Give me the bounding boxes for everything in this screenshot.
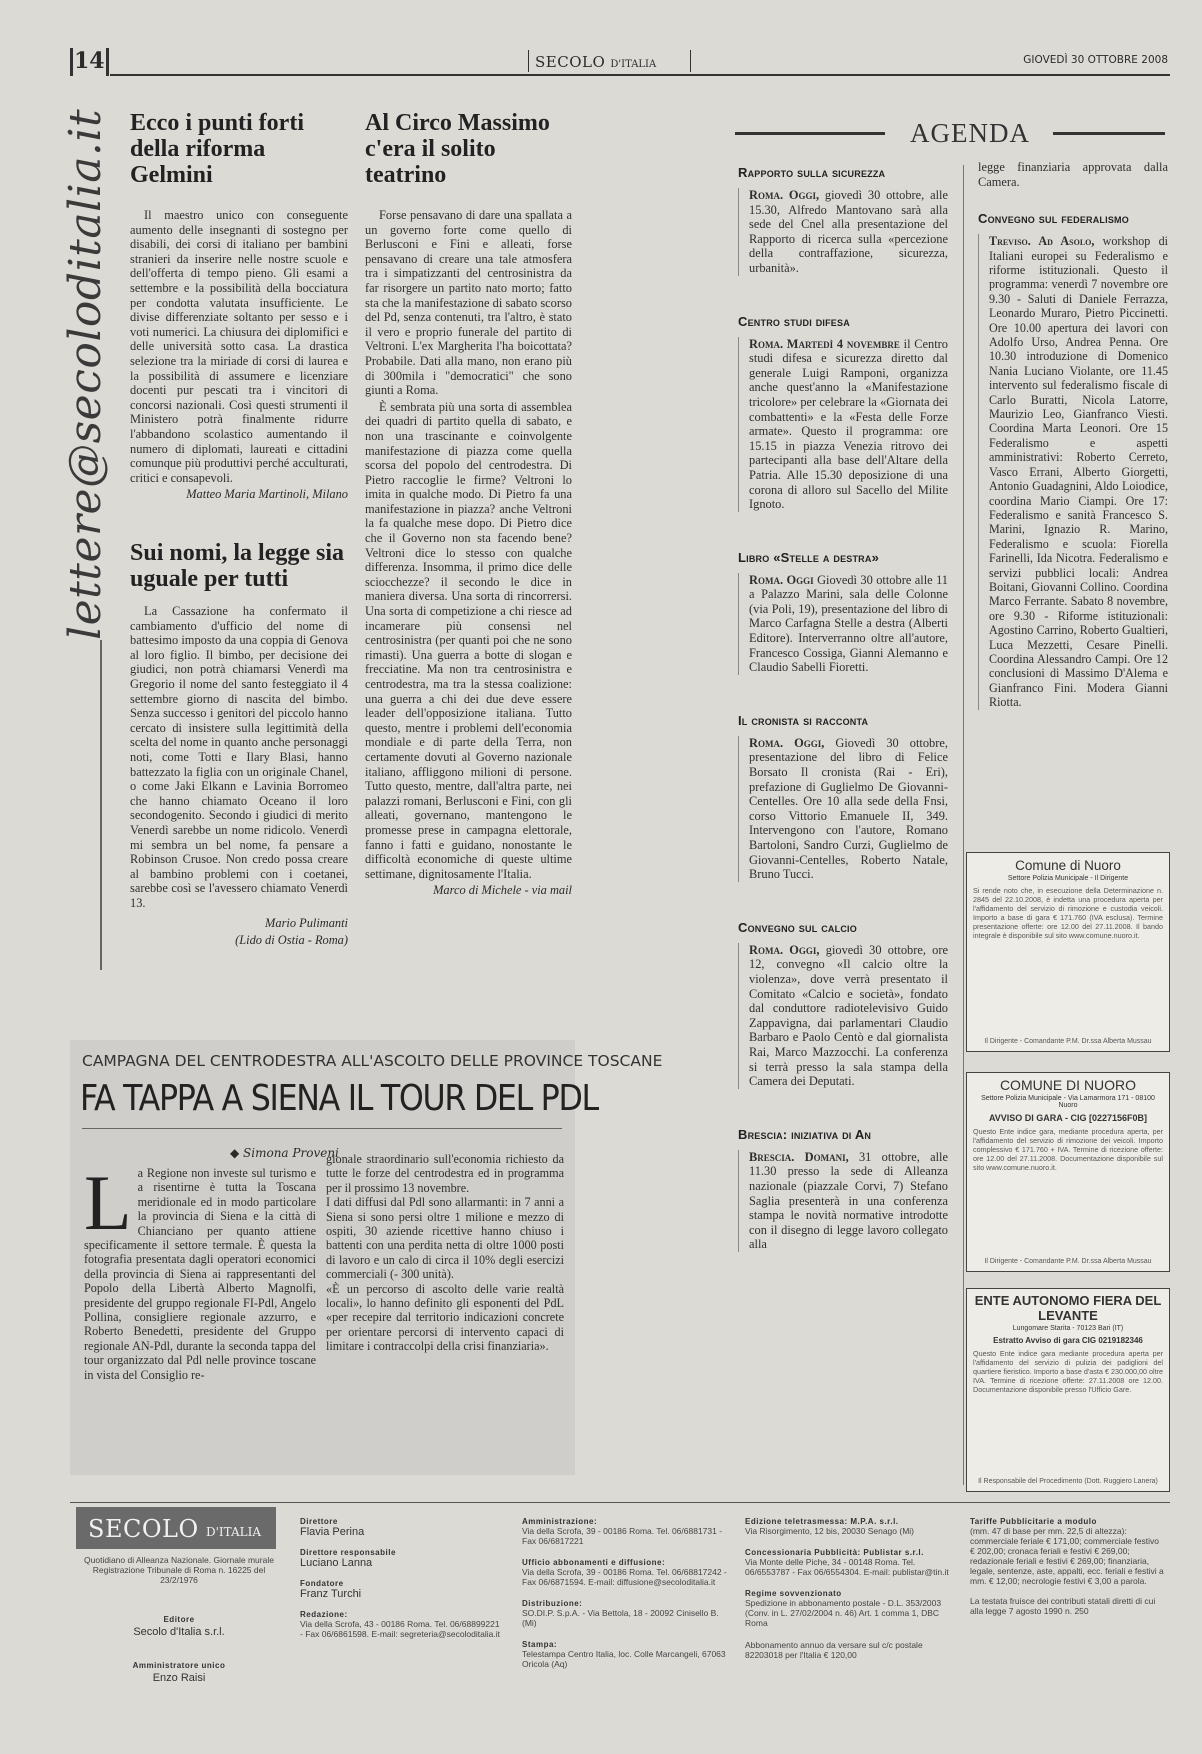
letter-title: Sui nomi, la legge sia uguale per tutti [130, 540, 345, 592]
feature-col-1 [84, 1159, 316, 1382]
footer-masthead [70, 1505, 1170, 1715]
agenda-item-lead: Treviso. Ad Asolo, [989, 234, 1095, 249]
feature-box [70, 1040, 663, 1475]
admin-label: Amministratore unico [132, 1661, 226, 1670]
footer-desc: Quotidiano di Alleanza Nazionale. Giornale murale Registrazione Tribunale di Roma n. 16225 del 23/2/1976 [84, 1555, 274, 1585]
footer-col-edition: Edizione teletrasmessa: M.P.A. s.r.l. Via Risorgimento, 12 bis, 20030 Senago (Mi) Concessionaria Pubblicità: Publistar s.r.l. Via Monte delle Piche, 34 - 00148 Roma. Tel. 06/6553787 - Fax 06/6554304. E-mail: publistar@tin.it Regime sovvenzionato Spedizione in abbonamento postale - D.L. 353/2003 (Conv. in L. 27/02/2004 n. 46) Art. 1 comma 1, DBC Roma Abbonamento annuo da versare sul c/c postale 82203018 per l'Italia € 120,00 [745, 1517, 949, 1660]
feature-text: gionale straordinario sull'economia richiesto da tutte le forze del centrodestra ed in programma per il prossimo 13 novembre. I dati diffusi dal Pdl sono allarmanti: in 7 anni a Siena si sono persi oltre 1 milione e mezzo di ospiti, 30 aziende ricettive hanno chiuso i battenti con una perdita netta di oltre 1000 posti di lavoro e un calo di circa il 10% degli esercizi commerciali (- 300 unità). «È un percorso di ascolto delle varie realtà locali», lo hanno definito gli esponenti del PdL «per recepire dal territorio indicazioni concrete per orientare percorsi di intervento capaci di limitare i contraccolpi della crisi finanziaria». [326, 1152, 564, 1354]
agenda-item-text: workshop di Italiani europei su Federalismo e riforme istituzionali. Questo il programma: venerdì 7 novembre ore 9.30 - Saluti di Daniele Ferrazza, Leonardo Muraro, Pietro Piccinetti. Ore 10.00 apertura dei lavori con Adolfo Urso, Andrea Penna. Ore 10.30 introduzione di Domenico Nania Luciano Violante, ore 11.45 intervento sul federalismo fiscale di Carlo Buratti, Nicola Latorre, Maurizio Leo, Gianfranco Viesti. Coordina Marta Leonori. Ore 15 Federalismo e aspetti amministrativi: Roberto Cerreto, Vasco Errani, Alberto Giorgetti, Antonio Guadagnini, Aldo Loiodice, coordina Mario Ciampi. Ore 17: Federalismo e sanità Francesco S. Marini, Ignazio R. Marino, Federalismo e scuola: Fiorella Farinelli, Ida Nicotra. Federalismo e servizi pubblici locali: Andrea Boitani, Giovanni Collino. Coordina Marco Ferrante. Sabato 8 novembre, ore 9.30 - Riforme istituzionali: Agostino Carrino, Roberto Gualtieri, Luca Mezzetti, Cesare Pinelli. Coordina Alessandro Campi. Ore 12 conclusioni di Massimo D'Alema e Gianfranco Fini. Modera Gianni Riotta. [989, 234, 1168, 710]
letter-body: Il maestro unico con conseguente aumento delle insegnanti di sostegno per disabili, dei corsi di italiano per bambini stranieri da inserire nelle nostre scuole e dell'offerta di tempo pieno. Gli esami a settembre e la possibilità della bocciatura per condotta valutata insufficiente. Le divise differenziate soltanto per sesso e i voti numerici. La chiusura dei diplomifici e delle università sotto casa. La drastica selezione tra la miriade di corsi di laurea e la possibilità di assumere e licenziare docenti pur pescati tra i vincitori di concorsi nazionali. Così questi strumenti il Ministero potrà finalmente ridurre l'abbandono scolastico aumentando il numero di diplomati, laureati e cittadini comunque più produttivi perché acculturati, critici e consapevoli. [130, 208, 348, 485]
header-masthead [535, 52, 656, 71]
ad-comune-nuoro-1 [966, 852, 1170, 1052]
footer-col-direction: Direttore Flavia Perina Direttore responsabile Luciano Lanna Fondatore Franz Turchi Redazione: Via della Scrofa, 43 - 00186 Roma. Tel. 06/68899221 - Fax 06/6861598. E-mail: segreteria@secoloditalia.it [300, 1517, 500, 1639]
agenda-item-lead: Roma. Oggi [749, 572, 814, 587]
ad-title: COMUNE DI NUORO [999, 1077, 1137, 1093]
letter-body: La Cassazione ha confermato il cambiamento d'ufficio del nome di battesimo imposto da una coppia di Genova al loro figlio. Il bimbo, per decisione dei giudici, non potrà chiamarsi Venerdì ma Gregorio il nome del santo festeggiato il 4 settembre giorno di nascita del bimbo. Senza successo i genitori del piccolo hanno cercato di insistere sulla legittimità della scelta del nome in quanto anche personaggi noti, come Totti e Ilary Blasi, hanno battezzato la figlia con un originale Chanel, o come Jaki Elkann e Lavinia Borromeo che hanno chiamato Oceano il loro secondogenito. Secondo i giudici di merito Venerdì sarebbe un nome ridicolo. Venerdì mi sembra un bel nome, fa pensare a Robinson Crusoe. Non credo possa creare al bambino problemi con i coetanei, sarebbe così se l'avessero chiamato Venerdì 13. [130, 604, 348, 910]
page-header [70, 48, 1170, 78]
ad-fiera-levante [966, 1288, 1170, 1492]
footer-col-admin: Amministrazione: Via della Scrofa, 39 - 00186 Roma. Tel. 06/6881731 - Fax 06/6817221 Ufficio abbonamenti e diffusione: Via della Scrofa, 39 - 00186 Roma. Tel. 06/68817242 - Fax 06/6871594. E-mail: diffusione@secoloditalia.it Distribuzione: SO.DI.P. S.p.A. - Via Bettola, 18 - 20092 Cinisello B. (Mi) Stampa: Telestampa Centro Italia, loc. Colle Marcangeli, 67063 Oricola (Aq) [522, 1517, 727, 1669]
agenda-item-title: Libro «Stelle a destra» [738, 549, 880, 565]
sidebar-divider [100, 640, 102, 970]
letter-title: Al Circo Massimo c'era il solito teatrino [365, 110, 550, 188]
ad-line: Estratto Avviso di gara CIG 0219182346 [993, 1336, 1143, 1345]
agenda-item-text: giovedì 30 ottobre, ore 12, convegno «Il calcio oltre la violenza», dove verrà presentato il Comitato «Calcio e società», fondato dal conduttore radiotelevisivo Guido Zappavigna, dai parlamentari Claudio Barbaro e Paolo Centò e dal giornalista Rai, Marco Mazzocchi. La conferenza si terrà presso la sala stampa della Camera dei Deputati. [749, 942, 948, 1089]
agenda-item-title: Convegno sul calcio [738, 919, 857, 935]
ad-comune-nuoro-2 [966, 1072, 1170, 1272]
ad-body: Si rende noto che, in esecuzione della Determinazione n. 2845 del 22.10.2008, è indetta una procedura aperta per l'affidamento del servizio di rimozione e custodia veicoli. Importo a base di gara € 171.760 (IVA esclusa). Termine presentazione offerte: ore 12.00 del 27.11.2008. Il bando integrale è disponibile sul sito www.comune.nuoro.it. [973, 886, 1163, 940]
agenda-item-title: Brescia: iniziativa di An [738, 1126, 872, 1142]
ad-body: Questo Ente indice gara mediante procedura aperta per l'affidamento del servizio di pulizia dei padiglioni del quartiere fieristico. Importo a base d'asta € 230.000,00 oltre IVA. Termine di ricezione offerte: 27.11.2008 ore 12.00. Documentazione disponibile presso l'Ufficio Gare. [973, 1349, 1163, 1394]
agenda-item [738, 550, 948, 675]
page-number: 14 [74, 48, 105, 74]
editor-value: Secolo d'Italia s.r.l. [133, 1626, 225, 1638]
feature-col-2 [326, 1152, 564, 1354]
agenda-col-2 [978, 160, 1168, 710]
agenda-item-lead: Roma. Oggi, [749, 188, 820, 202]
agenda-item-lead: Roma. Oggi, [749, 735, 825, 750]
editor-label: Editore [163, 1615, 195, 1624]
feature-kicker: CAMPAGNA DEL CENTRODESTRA ALL'ASCOLTO DELLE PROVINCE TOSCANE [82, 1052, 663, 1070]
agenda-item [738, 1127, 948, 1252]
letter-title: Ecco i punti forti della riforma Gelmini [130, 110, 304, 188]
masthead-suffix: D'ITALIA [610, 59, 657, 70]
agenda-item [738, 713, 948, 882]
agenda-title: AGENDA [910, 118, 1030, 148]
agenda-item [738, 920, 948, 1089]
ad-subtitle: Settore Polizia Municipale - Il Dirigente [1007, 875, 1129, 882]
letter-signature: Matteo Maria Martinoli, Milano [186, 487, 348, 502]
letter-signature: Mario Pulimanti [265, 916, 348, 931]
feature-byline: ◆ Simona Proveni [230, 1146, 339, 1160]
footer-logo: SECOLO D'ITALIA [76, 1507, 276, 1549]
ad-subtitle: Lungomare Starita - 70123 Bari (IT) [1012, 1325, 1124, 1332]
letter-signature: Marco di Michele - via mail [433, 883, 572, 898]
ad-body: Questo Ente indice gara, mediante procedura aperta, per l'affidamento del servizio di rimozione dei veicoli. Importo complessivo € 171.760 + IVA. Termine di ricezione offerte: ore 12.00 del 27.11.2008. Documentazione disponibile sul sito www.comune.nuoro.it. [973, 1127, 1163, 1172]
agenda-col-1 [738, 165, 948, 1252]
ad-footer: Il Dirigente - Comandante P.M. Dr.ssa Alberta Mussau [984, 1258, 1152, 1265]
masthead-name: SECOLO [535, 53, 606, 71]
letter-signature-place: (Lido di Ostia - Roma) [235, 933, 348, 948]
agenda-item-title: Rapporto sulla sicurezza [738, 165, 886, 180]
footer-rule [70, 1502, 1170, 1503]
ad-title: Comune di Nuoro [1015, 858, 1121, 873]
agenda-item-lead: Roma. Oggi, [749, 942, 820, 957]
agenda-item-text: il Centro studi difesa e sicurezza diretto dal generale Luigi Ramponi, organizza anche quest'anno la «Manifestazione tricolore» per celebrare la «Giornata dei combattenti» e la «Festa delle Forze armate». Questo il programma: ore 15.15 in piazza Venezia ritrovo dei partecipanti alla base dell'Altare della Patria. Alle 15.30 deposizione di una corona di alloro sul Sacello del Milite Ignoto. [749, 336, 948, 512]
agenda-item [738, 314, 948, 512]
ad-footer: Il Responsabile del Procedimento (Dott. Ruggiero Lanera) [978, 1478, 1158, 1485]
admin-value: Enzo Raisi [152, 1672, 206, 1684]
agenda-item [978, 234, 1168, 709]
ad-line: AVVISO DI GARA - CIG [0227156F0B] [988, 1113, 1148, 1123]
agenda-continued: legge finanziaria approvata dalla Camera. [978, 160, 1168, 189]
agenda-item-text: giovedì 30 ottobre, alle 15.30, Alfredo Mantovano sarà alla sede del Cnel alla presentazione del Rapporto di ricerca sulla «percezione della contraffazione, sicurezza, urbanità». [749, 188, 948, 275]
agenda-header [735, 118, 1165, 148]
footer-col-tariffe: Tariffe Pubblicitarie a modulo (mm. 47 di base per mm. 22,5 di altezza): commerciale feriale € 171,00; commerciale festivo € 202,00; cronaca feriali e festivi € 269,00; redazionale feriali e festivi € 269,00; finanziaria, legale, sentenze, aste, appalti, ecc. feriali e festivi a mm. € 12,00; necrologie festivi € 3,00 a parola. La testata fruisce dei contributi statali diretti di cui alla legge 7 agosto 1990 n. 250 [970, 1517, 1164, 1616]
letter-body: È sembrata più una sorta di assemblea dei quadri di partito quella di sabato, e non una trascinante e coinvolgente manifestazione di piazza come quella scorsa del popolo del centrodestra. Di Pietro raccoglie le firme? Veltroni lo imita in qualche modo. Di Pietro fa una manifestazione in piazza? anche Veltroni la fa qualche mese dopo. Di Pietro dice che il Governo non sta facendo bene? Veltroni dice lo stesso con qualche differenza. Insomma, il primo dice delle sciocchezze? il secondo le dice in maniera diversa. Una sorta di rincorrersi. Una sorta di competizione a chi riesce ad incamerare più consensi nel centrosinistra (per quanti poi che ne sono rimasti). Una guerra a botte di slogan e frecciatine. Ma non tra centrosinistra e centrodestra, ma tra la stessa coalizione: una guerra a chi dei due deve essere leader dell'opposizione italiana. Tutto questo, mentre i problemi dell'economia mondiale e di parte della Terra, non certamente dovuti al Governo nazionale italiano, affliggono milioni di persone. Tutto questo, mentre, dall'altra parte, nei palazzi romani, Berlusconi e Fini, con gli alleati, governano, mantengono le promesse prese in campagna elettorale, fanno i fatti e guidano, nonostante le difficoltà economiche di queste ultime settimane, dignitosamente l'Italia. [365, 399, 572, 881]
agenda-item-title: Centro studi difesa [738, 313, 850, 329]
letter-nomi [130, 540, 348, 948]
letters-email[interactable]: lettere@secoloditalia.it [60, 108, 111, 640]
feature-text: a Regione non investe sul turismo e a risentirne è tutta la Toscana meridionale ed in modo particolare la provincia di Siena e la città di Chianciano per quanto attiene specificamente il settore termale. È questa la fotografia presentata dagli operatori economici della provincia di Siena ai rappresentanti del Popolo della Libertà Alberto Magnolfi, presidente del gruppo regionale FI-Pdl, Angelo Pollina, consigliere regionale azzurro, e Roberto Benedetti, presidente del Gruppo regionale AN-Pdl, durante la seconda tappa del tour organizzato dal Pdl nelle province toscane in vista del Consiglio re- [84, 1166, 316, 1382]
agenda-item-title: Il cronista si racconta [738, 712, 869, 728]
agenda-item [738, 165, 948, 276]
agenda-item-lead: Roma. Martedì 4 novembre [749, 336, 900, 351]
agenda-item-title: Convegno sul federalismo [978, 211, 1129, 227]
header-date: GIOVEDÌ 30 OTTOBRE 2008 [1023, 54, 1168, 66]
feature-headline: FA TAPPA A SIENA IL TOUR DEL PDL [80, 1078, 598, 1119]
ad-title: ENTE AUTONOMO FIERA DEL LEVANTE [974, 1293, 1162, 1323]
agenda-item-text: Giovedì 30 ottobre alle 11 a Palazzo Marini, sala delle Colonne (via Poli, 19), presentazione del libro di Marco Carfagna Stelle a destra (Alberti Editore). Interverranno oltre all'autore, Francesco Cossiga, Gianni Alemanno e Claudio Sabelli Fioretti. [749, 572, 948, 675]
letter-gelmini [130, 110, 348, 502]
letter-circo-massimo [365, 110, 572, 898]
letter-body: Forse pensavano di dare una spallata a un governo forte come quello di Berlusconi e Fini e alleati, forse pensavano di creare una tale atmosfera tra i simpatizzanti del centrosinistra da far risorgere un partito nato morto; fatto sta che la manifestazione di sabato scorso del Pd, senza contenuti, tra l'altro, è stato il vero e proprio funerale del partito di Veltroni. L'ex Margherita l'ha boicottata? Probabile. Dati alla mano, non erano più di 300mila i "democratici" che sono giunti a Roma. [365, 208, 572, 398]
ad-footer: Il Dirigente - Comandante P.M. Dr.ssa Alberta Mussau [984, 1038, 1152, 1045]
agenda-item-text: Giovedì 30 ottobre, presentazione del libro di Felice Borsato Il cronista (Rai - Eri), prefazione di Guglielmo De Giovanni-Centelles. Ore 10 alla sede della Fnsi, corso Vittorio Emanuele II, 349. Intervengono con l'autore, Romano Bartoloni, Sandro Curzi, Guglielmo de Giovanni-Centelles, Roberto Natale, Bruno Tucci. [749, 735, 948, 882]
agenda-divider [963, 165, 964, 1485]
feature-drop-cap: L [84, 1159, 132, 1246]
agenda-item-lead: Brescia. Domani, [749, 1149, 849, 1164]
agenda-item-text: 31 ottobre, alle 11.30 presso la sede di Alleanza nazionale (piazzale Corvi, 7) Stefano Saglia presenterà in una conferenza stampa le novità normative introdotte con il disegno di legge lavoro collegato alla [749, 1149, 948, 1252]
ad-subtitle: Settore Polizia Municipale - Via Lamarmora 171 - 08100 Nuoro [981, 1095, 1155, 1109]
